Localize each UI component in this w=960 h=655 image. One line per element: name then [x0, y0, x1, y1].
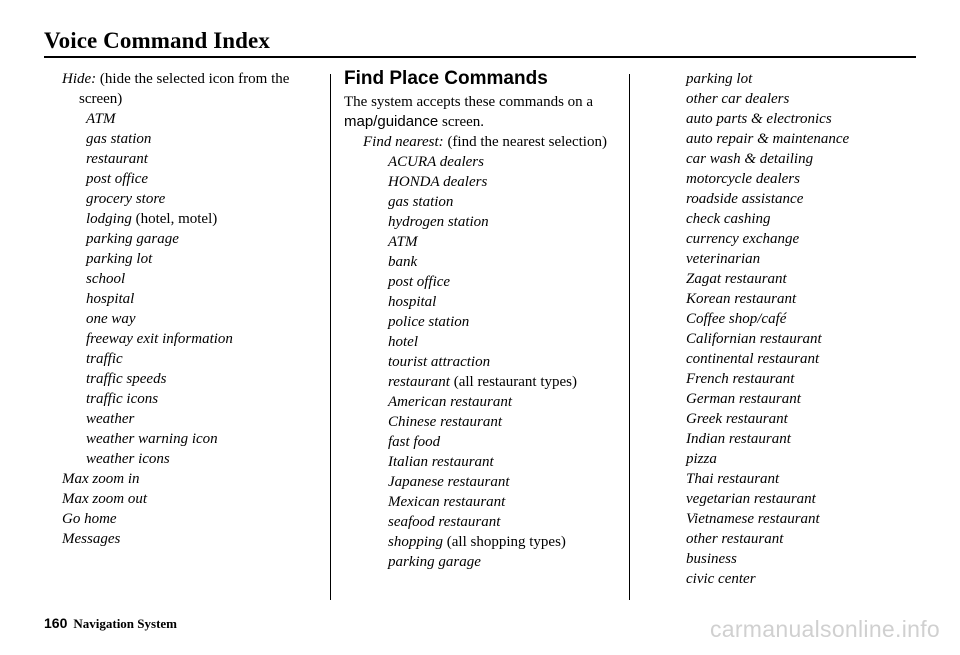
- list-item: [344, 272, 626, 292]
- command-desc: (all shopping types): [443, 534, 566, 550]
- command-term: parking garage: [388, 554, 481, 570]
- hide-items-list: [62, 109, 324, 469]
- command-term: ATM: [86, 111, 116, 127]
- list-item: [344, 552, 626, 572]
- command-term: gas station: [86, 131, 152, 147]
- list-item: [686, 409, 916, 429]
- command-term: restaurant: [86, 151, 148, 167]
- list-item: [344, 332, 626, 352]
- list-item: [344, 352, 626, 372]
- find-term: Find nearest:: [363, 134, 444, 150]
- list-item: [344, 152, 626, 172]
- list-item: [62, 289, 324, 309]
- section-heading: Find Place Commands: [344, 68, 548, 89]
- hide-desc: (hide the selected icon from the screen): [79, 71, 290, 107]
- list-item: [344, 452, 626, 472]
- list-item: [344, 372, 626, 392]
- list-item: [686, 369, 916, 389]
- column-divider-right: [629, 74, 630, 600]
- command-term: check cashing: [686, 211, 771, 227]
- list-item: [62, 249, 324, 269]
- list-item: [686, 269, 916, 289]
- column-1: [62, 69, 324, 549]
- command-term: parking lot: [686, 71, 753, 87]
- find-items-list: [344, 152, 626, 572]
- command-term: police station: [388, 314, 470, 330]
- command-term: grocery store: [86, 191, 166, 207]
- find-items-list-continued: [686, 69, 916, 589]
- list-item: [62, 129, 324, 149]
- command-term: ATM: [388, 234, 418, 250]
- list-item: [344, 192, 626, 212]
- command-term: veterinarian: [686, 251, 761, 267]
- list-item: [686, 149, 916, 169]
- list-item: [686, 569, 916, 589]
- command-term: hydrogen station: [388, 214, 489, 230]
- page-number: 160: [44, 615, 68, 631]
- list-item: [62, 329, 324, 349]
- page-footer: [44, 615, 177, 632]
- list-item: [686, 209, 916, 229]
- list-item: [62, 169, 324, 189]
- command-term: Greek restaurant: [686, 411, 788, 427]
- list-item: [62, 309, 324, 329]
- command-term: Italian restaurant: [388, 454, 494, 470]
- command-term: Mexican restaurant: [388, 494, 506, 510]
- find-nearest-command: [344, 132, 626, 152]
- command-term: auto repair & maintenance: [686, 131, 850, 147]
- list-item: [62, 469, 324, 489]
- command-term: seafood restaurant: [388, 514, 501, 530]
- command-term: parking garage: [86, 231, 179, 247]
- list-item: [686, 129, 916, 149]
- list-item: [344, 412, 626, 432]
- command-term: parking lot: [86, 251, 153, 267]
- command-term: lodging: [86, 211, 132, 227]
- command-term: Vietnamese restaurant: [686, 511, 820, 527]
- list-item: [62, 369, 324, 389]
- list-item: [62, 269, 324, 289]
- command-term: continental restaurant: [686, 351, 820, 367]
- command-term: Thai restaurant: [686, 471, 780, 487]
- command-term: tourist attraction: [388, 354, 491, 370]
- list-item: [686, 449, 916, 469]
- list-item: [686, 69, 916, 89]
- command-term: fast food: [388, 434, 441, 450]
- command-term: Japanese restaurant: [388, 474, 510, 490]
- command-term: American restaurant: [388, 394, 513, 410]
- list-item: [686, 349, 916, 369]
- page-title: Voice Command Index: [44, 28, 270, 53]
- command-term: shopping: [388, 534, 444, 550]
- command-term: other restaurant: [686, 531, 784, 547]
- column-3: [686, 69, 916, 589]
- command-term: post office: [388, 274, 451, 290]
- list-item: [62, 209, 324, 229]
- command-term: traffic: [86, 351, 123, 367]
- command-term: Max zoom out: [62, 491, 147, 507]
- column-2: [344, 66, 626, 572]
- list-item: [62, 529, 324, 549]
- command-term: weather icons: [86, 451, 170, 467]
- list-item: [62, 489, 324, 509]
- command-term: one way: [86, 311, 136, 327]
- list-item: [686, 289, 916, 309]
- command-term: Go home: [62, 511, 117, 527]
- list-item: [686, 429, 916, 449]
- hide-command: [62, 69, 324, 109]
- command-term: Indian restaurant: [686, 431, 791, 447]
- list-item: [686, 329, 916, 349]
- command-term: currency exchange: [686, 231, 800, 247]
- list-item: [686, 529, 916, 549]
- list-item: [686, 309, 916, 329]
- command-term: Max zoom in: [62, 471, 140, 487]
- command-term: post office: [86, 171, 149, 187]
- command-term: Coffee shop/café: [686, 311, 787, 327]
- list-item: [686, 489, 916, 509]
- command-term: weather: [86, 411, 135, 427]
- list-item: [344, 292, 626, 312]
- command-desc: (hotel, motel): [131, 211, 218, 227]
- list-item: [344, 232, 626, 252]
- command-term: other car dealers: [686, 91, 790, 107]
- command-term: restaurant: [388, 374, 450, 390]
- command-term: bank: [388, 254, 418, 270]
- list-item: [686, 549, 916, 569]
- list-item: [62, 509, 324, 529]
- command-term: ACURA dealers: [388, 154, 484, 170]
- list-item: [686, 389, 916, 409]
- list-item: [62, 349, 324, 369]
- command-term: hotel: [388, 334, 418, 350]
- list-item: [344, 512, 626, 532]
- command-term: traffic icons: [86, 391, 159, 407]
- hide-term: Hide:: [62, 71, 97, 87]
- list-item: [62, 149, 324, 169]
- list-item: [686, 249, 916, 269]
- footer-section: Navigation System: [73, 616, 177, 631]
- command-term: German restaurant: [686, 391, 801, 407]
- command-desc: (all restaurant types): [449, 374, 577, 390]
- top-commands-list: [62, 469, 324, 549]
- command-term: Chinese restaurant: [388, 414, 503, 430]
- command-term: motorcycle dealers: [686, 171, 800, 187]
- find-desc: (find the nearest selection): [443, 134, 607, 150]
- title-rule: [44, 56, 916, 58]
- list-item: [62, 389, 324, 409]
- list-item: [344, 252, 626, 272]
- command-term: hospital: [388, 294, 437, 310]
- command-term: hospital: [86, 291, 135, 307]
- command-term: weather warning icon: [86, 431, 218, 447]
- list-item: [686, 189, 916, 209]
- list-item: [686, 169, 916, 189]
- command-term: Californian restaurant: [686, 331, 822, 347]
- command-term: French restaurant: [686, 371, 795, 387]
- list-item: [686, 89, 916, 109]
- command-term: civic center: [686, 571, 756, 587]
- command-term: business: [686, 551, 737, 567]
- command-term: car wash & detailing: [686, 151, 814, 167]
- command-term: traffic speeds: [86, 371, 167, 387]
- list-item: [686, 109, 916, 129]
- command-term: HONDA dealers: [388, 174, 488, 190]
- list-item: [344, 432, 626, 452]
- command-term: Korean restaurant: [686, 291, 797, 307]
- command-term: auto parts & electronics: [686, 111, 832, 127]
- command-term: roadside assistance: [686, 191, 804, 207]
- screen-name: map/guidance: [344, 113, 439, 130]
- list-item: [62, 229, 324, 249]
- section-intro: The system accepts these commands on a map/guidance screen.: [344, 94, 594, 130]
- list-item: [686, 469, 916, 489]
- list-item: [344, 392, 626, 412]
- list-item: [344, 212, 626, 232]
- list-item: [344, 492, 626, 512]
- command-term: freeway exit information: [86, 331, 233, 347]
- list-item: [344, 312, 626, 332]
- list-item: [344, 472, 626, 492]
- command-term: Messages: [62, 531, 121, 547]
- watermark: carmanualsonline.info: [709, 616, 940, 642]
- list-item: [344, 172, 626, 192]
- command-term: vegetarian restaurant: [686, 491, 816, 507]
- list-item: [686, 229, 916, 249]
- command-term: gas station: [388, 194, 454, 210]
- list-item: [62, 429, 324, 449]
- list-item: [62, 449, 324, 469]
- list-item: [62, 189, 324, 209]
- command-term: Zagat restaurant: [686, 271, 787, 287]
- list-item: [62, 409, 324, 429]
- list-item: [344, 532, 626, 552]
- column-divider-left: [330, 74, 331, 600]
- list-item: [686, 509, 916, 529]
- command-term: pizza: [686, 451, 717, 467]
- command-term: school: [86, 271, 126, 287]
- list-item: [62, 109, 324, 129]
